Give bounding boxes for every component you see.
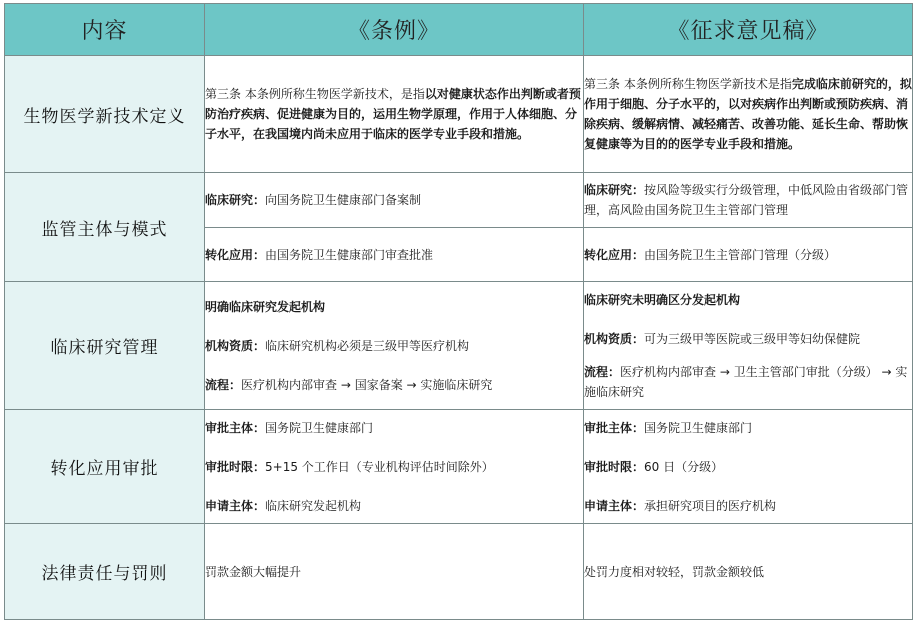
clinical-regulation-qualification: [205, 336, 583, 356]
approval-draft-time: [584, 457, 912, 477]
definition-draft-text: 完成临床前研究的，拟作用于细胞、分子水平的，以对疾病作出判断或预防疾病、消除疾病、缓解病情、减轻痛苦、改善功能、延长生命、帮助恢复健康等为目的的医学专业手段和措施。: [584, 77, 912, 151]
label-clinical-research: 临床研究：: [584, 183, 645, 197]
value-applicant: 临床研究发起机构: [265, 498, 362, 513]
label-approval-time: 审批时限：: [205, 459, 266, 474]
cell-definition-regulation: [205, 56, 584, 173]
label-applicant: 申请主体：: [205, 498, 266, 513]
value-process: 医疗机构内部审查 → 国家备案 → 实施临床研究: [241, 377, 493, 392]
approval-draft-subject: [584, 418, 912, 438]
value-approval-subject: 国务院卫生健康部门: [265, 420, 374, 435]
cell-supervision-regulation-clinical: [205, 173, 584, 228]
comparison-table: [4, 3, 913, 620]
value-translation: 由国务院卫生健康部门审查批准: [265, 247, 434, 262]
clinical-draft-title: 临床研究未明确区分发起机构: [584, 292, 741, 307]
table-row-legal-liability: [5, 524, 913, 620]
header-content: 内容: [5, 4, 205, 56]
value-process: 医疗机构内部审查 → 卫生主管部门审批（分级） → 实施临床研究: [584, 364, 908, 399]
label-approval-subject: 审批主体：: [205, 420, 266, 435]
cell-approval-regulation: [205, 410, 584, 524]
value-approval-subject: 国务院卫生健康部门: [644, 420, 753, 435]
label-qualification: 机构资质：: [584, 331, 645, 346]
label-approval-subject: 审批主体：: [584, 420, 645, 435]
clinical-regulation-process: [205, 375, 583, 395]
table-row-definition: [5, 56, 913, 173]
definition-regulation-lead: 第三条 本条例所称生物医学新技术，是指: [205, 87, 425, 101]
approval-draft-applicant: [584, 496, 912, 516]
clinical-draft-qualification: [584, 329, 912, 349]
label-applicant: 申请主体：: [584, 498, 645, 513]
cell-supervision-draft-translation: [584, 228, 913, 282]
definition-regulation-text: 以对健康状态作出判断或者预防治疗疾病、促进健康为目的，运用生物学原理，作用于人体细胞、分子水平，在我国境内尚未应用于临床的医学专业手段和措施。: [205, 87, 581, 141]
clinical-regulation-title: 明确临床研究发起机构: [205, 299, 326, 314]
label-translation: 转化应用：: [584, 247, 645, 262]
table-row-supervision-a: [5, 173, 913, 228]
approval-regulation-subject: [205, 418, 583, 438]
value-approval-time: 60 日（分级）: [644, 459, 724, 474]
table-row-translation-approval: [5, 410, 913, 524]
cell-liability-draft: 处罚力度相对较轻，罚款金额较低: [584, 524, 913, 620]
clinical-draft-process: [584, 362, 912, 402]
cell-clinical-draft: [584, 282, 913, 410]
row-label-definition: 生物医学新技术定义: [5, 56, 205, 173]
row-label-clinical-management: 临床研究管理: [5, 282, 205, 410]
label-clinical-research: 临床研究：: [205, 193, 266, 207]
value-clinical-research: 向国务院卫生健康部门备案制: [265, 193, 422, 207]
definition-draft-lead: 第三条 本条例所称生物医学新技术是指: [584, 77, 792, 91]
label-process: 流程：: [584, 364, 621, 379]
value-applicant: 承担研究项目的医疗机构: [644, 498, 777, 513]
cell-approval-draft: [584, 410, 913, 524]
label-approval-time: 审批时限：: [584, 459, 645, 474]
header-regulation: 《条例》: [205, 4, 584, 56]
header-draft: 《征求意见稿》: [584, 4, 913, 56]
value-qualification: 临床研究机构必须是三级甲等医疗机构: [265, 338, 470, 353]
label-process: 流程：: [205, 377, 242, 392]
value-qualification: 可为三级甲等医院或三级甲等妇幼保健院: [644, 331, 861, 346]
cell-supervision-regulation-translation: [205, 228, 584, 282]
label-qualification: 机构资质：: [205, 338, 266, 353]
row-label-legal-liability: 法律责任与罚则: [5, 524, 205, 620]
value-approval-time: 5+15 个工作日（专业机构评估时间除外）: [265, 459, 494, 474]
row-label-translation-approval: 转化应用审批: [5, 410, 205, 524]
cell-supervision-draft-clinical: [584, 173, 913, 228]
approval-regulation-time: [205, 457, 583, 477]
row-label-supervision: 监管主体与模式: [5, 173, 205, 282]
approval-regulation-applicant: [205, 496, 583, 516]
cell-clinical-regulation: [205, 282, 584, 410]
value-translation: 由国务院卫生主管部门管理（分级）: [644, 247, 837, 262]
table-row-clinical-management: [5, 282, 913, 410]
cell-definition-draft: [584, 56, 913, 173]
label-translation: 转化应用：: [205, 247, 266, 262]
cell-liability-regulation: 罚款金额大幅提升: [205, 524, 584, 620]
value-clinical-research: 按风险等级实行分级管理，中低风险由省级部门管理，高风险由国务院卫生主管部门管理: [584, 183, 909, 217]
header-row: [5, 4, 913, 56]
